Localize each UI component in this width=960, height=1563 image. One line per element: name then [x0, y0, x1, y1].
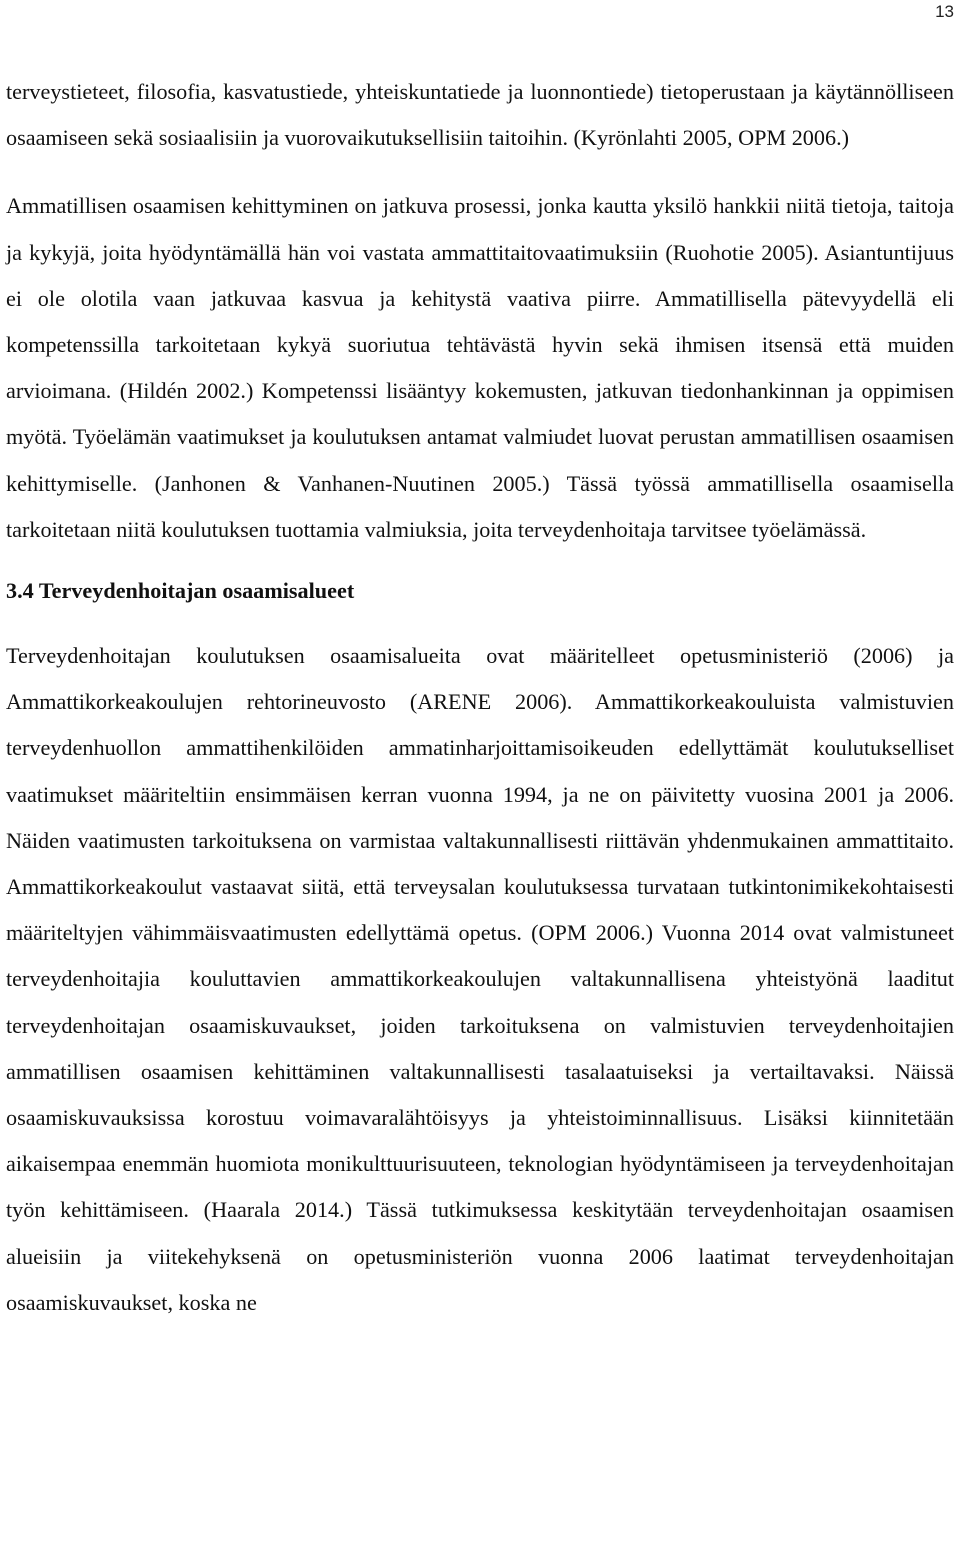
paragraph-competence-areas: Terveydenhoitajan koulutuksen osaamisalueita ovat määritelleet opetusministeriö (2006) ja Ammattikorkeakoulujen rehtorineuvosto (ARENE 2006). Ammattikorkeakouluista valmistuvien terveydenhuollon ammattihenkilöiden ammatinharjoittamisoikeuden edellyttämät koulutukselliset vaatimukset määriteltiin ensimmäisen kerran vuonna 1994, ja ne on päivitetty vuosina 2001 ja 2006. Näiden vaatimusten tarkoituksena on varmistaa valtakunnallisesti riittävän yhdenmukainen ammattitaito. Ammattikorkeakoulut vastaavat siitä, että terveysalan koulutuksessa turvataan tutkintonimikekohtaisesti määriteltyjen vähimmäisvaatimusten edellyttämä opetus. (OPM 2006.) Vuonna 2014 ovat valmistuneet terveydenhoitajia kouluttavien ammattikorkeakoulujen valtakunnallisena yhteistyönä laaditut terveydenhoitajan osaamiskuvaukset, joiden tarkoituksena on valmistuvien terveydenhoitajien ammatillisen osaamisen kehittäminen valtakunnallisesti tasalaatuiseksi ja vertailtavaksi. Näissä osaamiskuvauksissa korostuu voimavaralähtöisyys ja yhteistoiminnallisuus. Lisäksi kiinnitetään aikaisempaa enemmän huomiota monikulttuurisuuteen, teknologian hyödyntämiseen ja terveydenhoitajan työn kehittämiseen. (Haarala 2014.) Tässä tutkimuksessa keskitytään terveydenhoitajan osaamisen alueisiin ja viitekehyksenä on opetusministeriön vuonna 2006 laatimat terveydenhoitajan osaamiskuvaukset, koska ne: [6, 643, 954, 1315]
document-body: [6, 69, 954, 1326]
paragraph-professional-competence: Ammatillisen osaamisen kehittyminen on jatkuva prosessi, jonka kautta yksilö hankkii niitä tietoja, taitoja ja kykyjä, joita hyödyntämällä hän voi vastata ammattitaitovaatimuksiin (Ruohotie 2005). Asiantuntijuus ei ole olotila vaan jatkuvaa kasvua ja kehitystä vaativa piirre. Ammatillisella pätevyydellä eli kompetenssilla tarkoitetaan kykyä suoriutua tehtävästä hyvin sekä ihmisen itsensä että muiden arvioimana. (Hildén 2002.) Kompetenssi lisääntyy kokemusten, jatkuvan tiedonhankinnan ja oppimisen myötä. Työelämän vaatimukset ja koulutuksen antamat valmiudet luovat perustan ammatillisen osaamisen kehittymiselle. (Janhonen & Vanhanen-Nuutinen 2005.) Tässä työssä ammatillisella osaamisella tarkoitetaan niitä koulutuksen tuottamia valmiuksia, joita terveydenhoitaja tarvitsee työelämässä.: [6, 193, 954, 542]
section-heading: 3.4 Terveydenhoitajan osaamisalueet: [6, 578, 355, 604]
paragraph-intro-continuation: terveystieteet, filosofia, kasvatustiede, yhteiskuntatiede ja luonnontiede) tietoperustaan ja käytännölliseen osaamiseen sekä sosiaalisiin ja vuorovaikutuksellisiin taitoihin. (Kyrönlahti 2005, OPM 2006.): [6, 79, 954, 151]
page-number: 13: [935, 2, 954, 21]
